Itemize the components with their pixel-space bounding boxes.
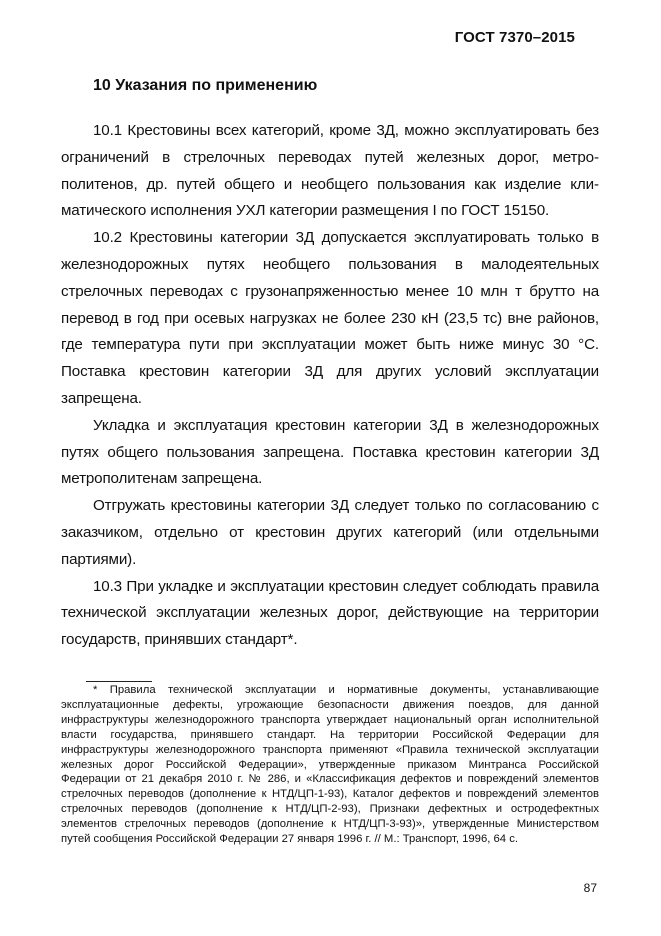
section-body [61, 118, 599, 654]
footnote: * Правила технической эксплуатации и нормативные документы, устанавливающие эксплуатационные дефекты, угрожающие безопасности движения поездов, для данной инфраструктуры железнодорожного транспорта утверждает национальный орган исполнительной власти государства, принявшего стандарт. На территории Российской Федерации для инфраструктуры железнодорожного транспорта применяют «Правила технической эксплуатации железных дорог Российской Федерации», утвержденные приказом Минтранса Российской Федерации от 21 декабря 2010 г. № 286, и «Классификация дефектов и повреждений элементов стрелочных переводов (дополнение к НТД/ЦП-1-93), Каталог дефектов и повреждений элементов стрелочных переводов (дополнение к НТД/ЦП-2-93), Признаки дефектных и остродефектных элементов стрелочных переводов (дополнение к НТД/ЦП-3-93)», утвержденные Министерством путей сообщения Российской Федерации 27 января 1996 г. // М.: Транспорт, 1996, 64 с. [61, 684, 599, 846]
paragraph-10-3: 10.3 При укладке и эксплуатации крестовин следует соблюдать правила технической эксплуатации железных дорог, действующие на территории государств, принявших стандарт*. [61, 577, 599, 649]
paragraph-shipping-condition: Отгружать крестовины категории 3Д следует только по согласованию с заказчиком, отдельно от крестовин других категорий (или отдельными партиями). [61, 497, 599, 568]
paragraph-10-2: 10.2 Крестовины категории 3Д допускается эксплуатировать только в железнодорожных путях необщего пользования в малодеятельных стрелочных переводах с грузонапряженностью менее 10 млн т брутто на перевод в год при осевых нагрузках не более 230 кН (23,5 тс) вне районов, где температура пути при эксплуатации может быть ниже минус 30 °С. Поставка крестовин категории 3Д для других условий эксплуатации запрещена. [61, 229, 599, 407]
paragraph-laying-restriction: Укладка и эксплуатация крестовин категории 3Д в железнодорожных путях общего пользования запрещена. Поставка крестовин категории 3Д метрополитенам запрещена. [61, 416, 599, 488]
document-code-header: ГОСТ 7370–2015 [454, 29, 575, 46]
section-title: 10 Указания по применению [93, 77, 318, 94]
paragraph-10-1: 10.1 Крестовины всех категорий, кроме 3Д, можно эксплуатировать без ограничений в стрелочных переводах путей железных дорог, метрополитенов, др. путей общего и необщего пользования как изделие климатического исполнения УХЛ категории размещения I по ГОСТ 15150. [61, 122, 599, 220]
page-number: 87 [583, 881, 597, 895]
footnote-separator [86, 681, 152, 682]
